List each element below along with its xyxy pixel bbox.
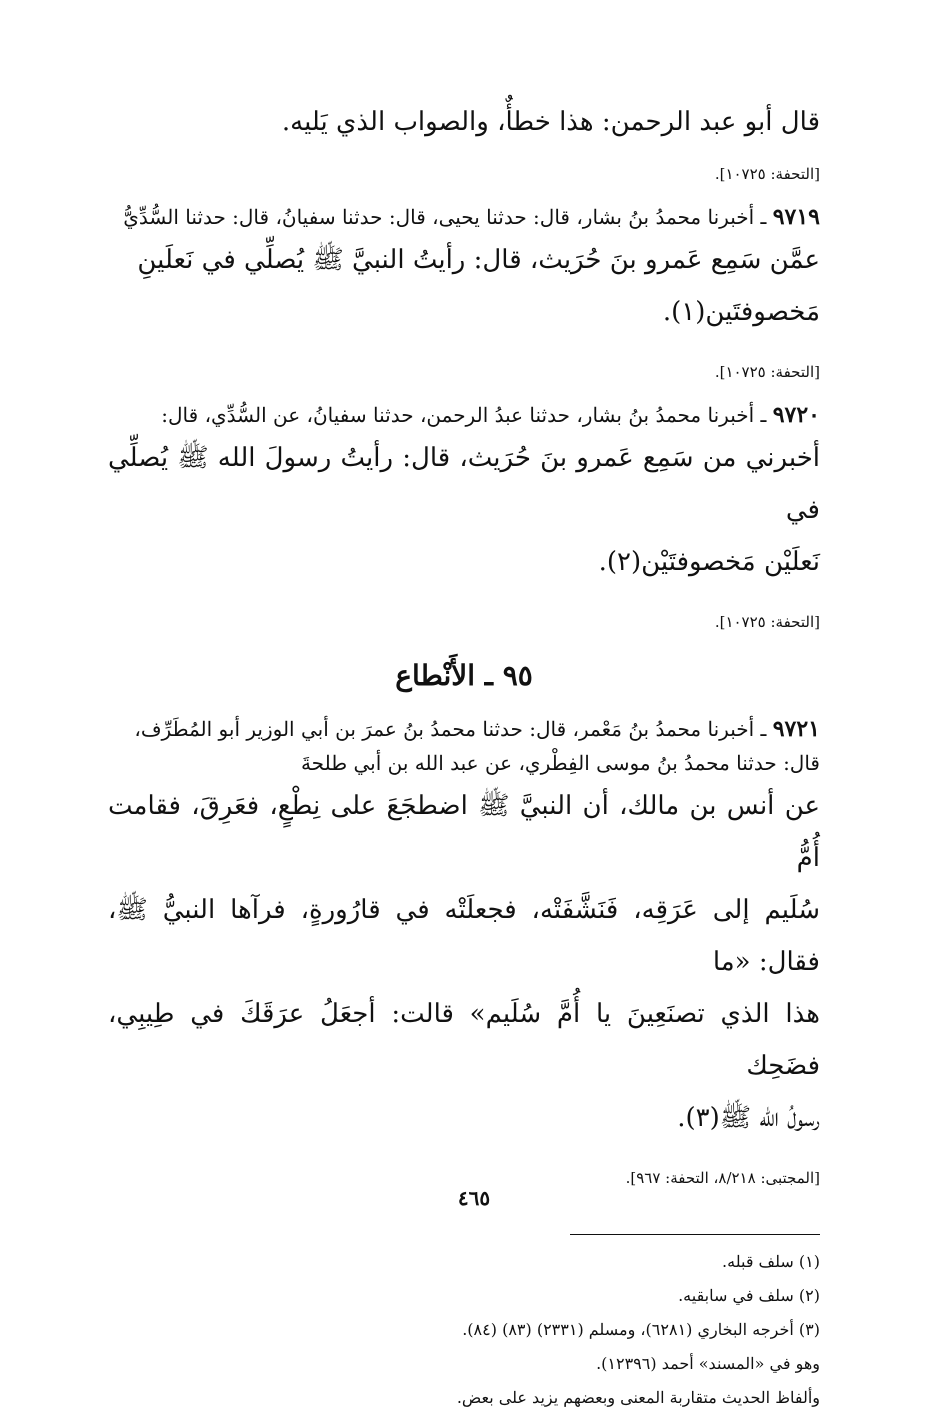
footnotes xyxy=(108,1245,820,1415)
intro-text: قال أبو عبد الرحمن: هذا خطأٌ، والصواب الذي يَليه. xyxy=(281,107,820,137)
footnote: (١) سلف قبله. xyxy=(722,1252,820,1271)
hadith-9720-matn-line-1: أخبرني من سَمِع عَمرو بنَ حُرَيث، قال: رأيتُ رسولَ الله ﷺ يُصلِّي في xyxy=(108,443,820,525)
hadith-9721-number: ٩٧٢١ xyxy=(772,716,820,742)
book-page xyxy=(108,96,820,1407)
footnote: (٣) أخرجه البخاري (٦٢٨١)، ومسلم (٢٣٣١) (٨٣) (٨٤). xyxy=(462,1320,820,1339)
hadith-9720-matn-line-2: نَعلَيْن مَخصوفتَيْن(٢). xyxy=(598,547,820,577)
hadith-9719-matn-line-2: مَخصوفتَين(١). xyxy=(662,297,820,327)
intro-reference: [التحفة: ١٠٧٢٥]. xyxy=(714,165,820,183)
hadith-9719-isnad-text: ـ أخبرنا محمدُ بنُ بشار، قال: حدثنا يحيى، قال: حدثنا سفيانُ، قال: حدثنا السُّدِّيُّ xyxy=(123,205,767,229)
hadith-9721-matn-line-3: هذا الذي تصنَعِينَ يا أُمَّ سُلَيم» قالت: أجعَلُ عرَقَكَ في طِيبِي، فضَحِك xyxy=(108,999,820,1081)
hadith-9721-matn-line-2: سُلَيم إلى عَرَقِه، فَنَشَّفَتْه، فجعلَتْه في قارُورةٍ، فرآها النبيُّ ﷺ، فقال: «ما xyxy=(108,895,820,977)
footnote: (٢) سلف في سابقيه. xyxy=(678,1286,820,1305)
hadith-9721-isnad-line-2: قال: حدثنا محمدُ بنُ موسى الفِطْري، عن عبد الله بن أبي طلحةَ xyxy=(300,751,820,775)
footnote: وألفاظ الحديث متقاربة المعنى وبعضهم يزيد على بعض. xyxy=(456,1388,820,1407)
hadith-9721-matn-line-4: رسولُ الله ﷺ(٣). xyxy=(677,1103,820,1133)
hadith-9719-matn-line-1: عمَّن سَمِع عَمرو بنَ حُرَيث، قال: رأيتُ النبيَّ ﷺ يُصلِّي في نَعلَينِ xyxy=(137,245,820,275)
hadith-9719-number: ٩٧١٩ xyxy=(772,204,820,230)
section-title: ٩٥ ـ الأَنْطاع xyxy=(395,659,533,692)
hadith-9719-reference: [التحفة: ١٠٧٢٥]. xyxy=(714,363,820,381)
hadith-9721-reference: [المجتبى: ٨/٢١٨، التحفة: ٩٦٧]. xyxy=(625,1169,820,1187)
hadith-9720-isnad xyxy=(108,398,820,432)
hadith-9721-isnad-text: ـ أخبرنا محمدُ بنُ مَعْمر، قال: حدثنا محمدُ بنُ عمرَ بن أبي الوزير أبو المُطَرِّف، xyxy=(134,717,767,741)
hadith-9720-isnad-text: ـ أخبرنا محمدُ بنُ بشار، حدثنا عبدُ الرحمن، حدثنا سفيانُ، عن السُّدِّي، قال: xyxy=(161,403,767,427)
hadith-9719-isnad xyxy=(108,200,820,234)
hadith-9720-number: ٩٧٢٠ xyxy=(772,402,820,428)
hadith-9720-reference: [التحفة: ١٠٧٢٥]. xyxy=(714,613,820,631)
footnote: وهو في «المسند» أحمد (١٢٣٩٦). xyxy=(596,1354,820,1373)
footnote-divider xyxy=(570,1234,820,1235)
hadith-9721-matn-line-1: عن أنس بن مالك، أن النبيَّ ﷺ اضطجَعَ على نِطْعٍ، فعَرِقَ، فقامت أُمُّ xyxy=(108,791,820,873)
page-number: ٤٦٥ xyxy=(457,1186,491,1210)
hadith-9721-isnad-line-1 xyxy=(108,712,820,746)
